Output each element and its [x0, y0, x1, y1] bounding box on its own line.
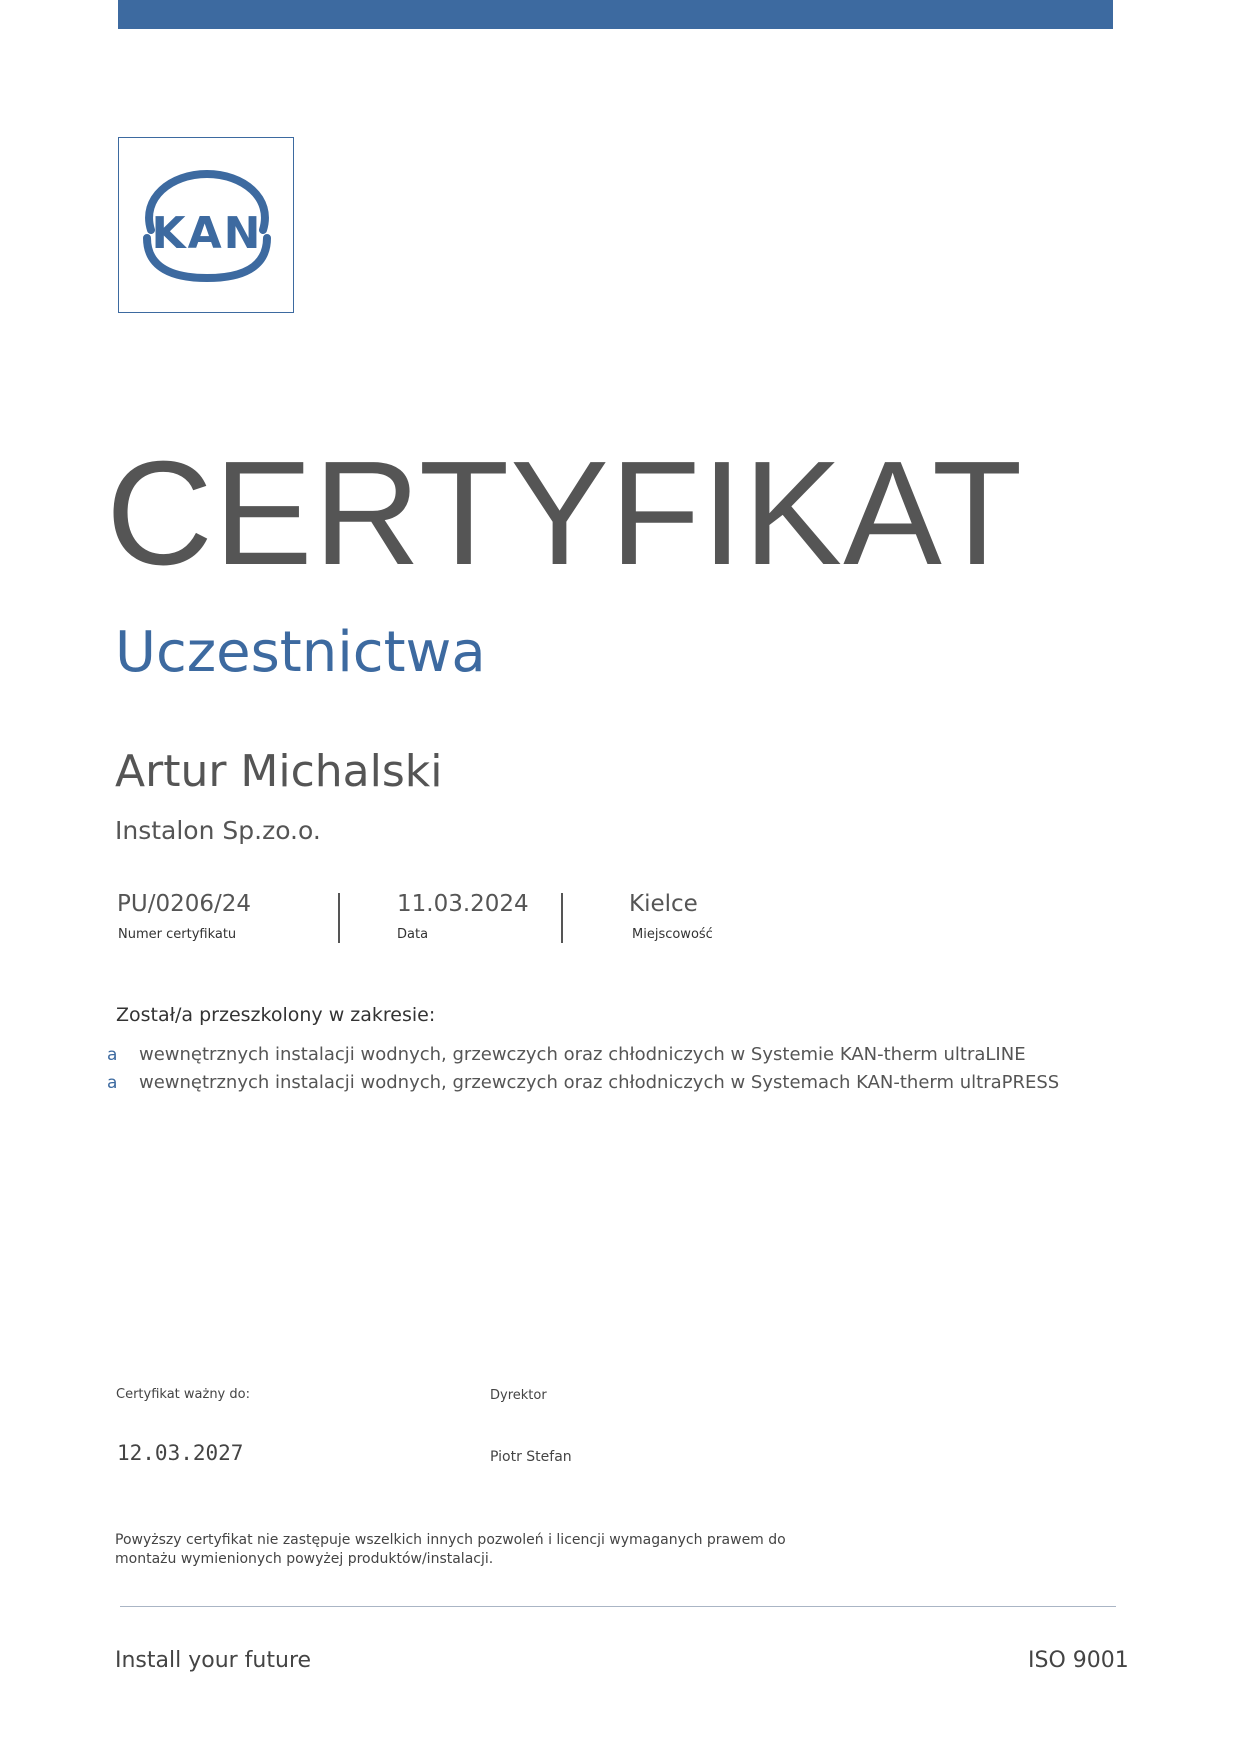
certificate-number: PU/0206/24 [117, 891, 252, 917]
recipient-company: Instalon Sp.zo.o. [115, 816, 321, 845]
kan-logo-icon [141, 168, 273, 284]
list-bullet: a [107, 1045, 118, 1065]
issue-date-label: Data [397, 927, 429, 942]
company-logo [118, 137, 294, 313]
validity-date: 12.03.2027 [117, 1441, 244, 1465]
header-accent-bar [118, 0, 1113, 29]
recipient-name: Artur Michalski [115, 746, 443, 797]
certificate-subtitle: Uczestnictwa [115, 620, 486, 685]
details-divider [561, 893, 563, 943]
details-divider [338, 893, 340, 943]
training-item: wewnętrznych instalacji wodnych, grzewczych oraz chłodniczych w Systemie KAN-therm ultraLINE [139, 1044, 1026, 1065]
issue-place-label: Miejscowość [632, 927, 713, 942]
training-item: wewnętrznych instalacji wodnych, grzewczych oraz chłodniczych w Systemach KAN-therm ultraPRESS [139, 1072, 1060, 1093]
footer-slogan: Install your future [115, 1648, 312, 1673]
validity-label: Certyfikat ważny do: [116, 1387, 250, 1402]
certificate-number-label: Numer certyfikatu [118, 927, 237, 942]
issue-place: Kielce [629, 891, 698, 917]
training-heading: Został/a przeszkolony w zakresie: [116, 1004, 436, 1026]
issue-date: 11.03.2024 [397, 891, 529, 917]
certificate-title: CERTYFIKAT [106, 431, 1024, 596]
footer-iso-standard: ISO 9001 [1028, 1648, 1129, 1673]
director-name: Piotr Stefan [490, 1449, 572, 1465]
svg-text:KAN: KAN [151, 208, 263, 259]
list-bullet: a [107, 1073, 118, 1093]
director-label: Dyrektor [490, 1388, 547, 1403]
disclaimer-text: Powyższy certyfikat nie zastępuje wszelkich innych pozwoleń i licencji wymaganych prawem do montażu wymienionych powyżej produktów/instalacji. [115, 1532, 786, 1567]
footer-divider [120, 1606, 1116, 1607]
